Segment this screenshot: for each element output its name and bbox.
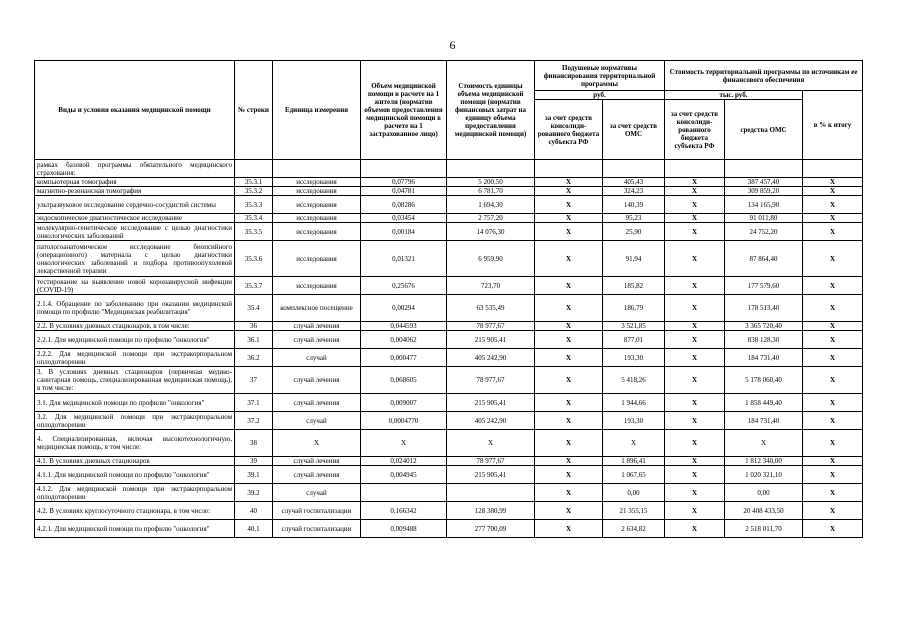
cell-norm-budget: X <box>535 295 603 322</box>
cell-norm-oms: 1 944,66 <box>603 394 665 412</box>
cell-name: 4.2. В условиях круглосуточного стационара, в том числе: <box>35 502 235 520</box>
cell-unit-cost: 63 535,49 <box>447 295 535 322</box>
table-row <box>35 241 863 277</box>
cell-cost-percent: X <box>803 367 863 394</box>
cell-row-number: 35.3.4 <box>235 214 273 223</box>
cell-unit: комплексное посещение <box>273 295 361 322</box>
cell-cost-budget: X <box>665 349 725 367</box>
cell-cost-budget: X <box>665 214 725 223</box>
table-row <box>35 349 863 367</box>
cell-cost-oms: 177 579,60 <box>725 277 803 295</box>
table-row <box>35 160 863 178</box>
cell-name: 4.1.2. Для медицинской помощи при экстракорпоральном оплодотворении <box>35 484 235 502</box>
cell-norm-budget: X <box>535 457 603 466</box>
cell-norm-budget: X <box>535 412 603 430</box>
cell-norm-oms: 140,39 <box>603 196 665 214</box>
header-row-1 <box>35 61 863 91</box>
cell-name: 4.2.1. Для медицинской помощи по профилю "онкология" <box>35 520 235 538</box>
table-row <box>35 466 863 484</box>
cell-norm-oms: X <box>603 430 665 457</box>
cell-cost-percent <box>803 160 863 178</box>
cell-cost-oms: 0,00 <box>725 484 803 502</box>
cell-row-number: 39.1 <box>235 466 273 484</box>
cell-volume: 0,07796 <box>361 178 447 187</box>
cell-cost-oms <box>725 160 803 178</box>
table-row <box>35 502 863 520</box>
cell-row-number <box>235 160 273 178</box>
cell-row-number: 37.1 <box>235 394 273 412</box>
cell-row-number: 35.3.2 <box>235 187 273 196</box>
table-row <box>35 214 863 223</box>
cell-cost-budget: X <box>665 277 725 295</box>
cell-norm-budget <box>535 160 603 178</box>
cell-cost-budget: X <box>665 520 725 538</box>
table-row <box>35 322 863 331</box>
cell-cost-oms: 134 165,90 <box>725 196 803 214</box>
cell-unit: случай лечения <box>273 466 361 484</box>
table-row <box>35 430 863 457</box>
cell-cost-budget: X <box>665 178 725 187</box>
cell-unit: исследования <box>273 178 361 187</box>
cell-volume: 0,024012 <box>361 457 447 466</box>
cell-norm-budget: X <box>535 277 603 295</box>
cell-cost-oms: 387 457,40 <box>725 178 803 187</box>
cell-name: компьютерная томография <box>35 178 235 187</box>
cell-norm-budget: X <box>535 466 603 484</box>
header-unit-rub: руб. <box>535 91 665 100</box>
cell-norm-oms: 5 418,26 <box>603 367 665 394</box>
cell-cost-percent: X <box>803 187 863 196</box>
cell-cost-oms: 838 128,30 <box>725 331 803 349</box>
cell-norm-budget: X <box>535 322 603 331</box>
cell-unit: случай лечения <box>273 394 361 412</box>
header-norm-oms: за счет средств ОМС <box>603 100 665 160</box>
cell-cost-budget: X <box>665 430 725 457</box>
header-per-capita-norms: Подушевые нормативы финансирования территориальной программы <box>535 61 665 91</box>
cell-norm-oms: 2 634,82 <box>603 520 665 538</box>
cell-norm-oms: 21 355,15 <box>603 502 665 520</box>
cell-cost-percent: X <box>803 394 863 412</box>
cell-cost-percent: X <box>803 214 863 223</box>
header-cost-oms: средства ОМС <box>725 100 803 160</box>
header-name: Виды и условия оказания медицинской помощи <box>35 61 235 160</box>
cell-name: 4.1.1. Для медицинской помощи по профилю "онкология" <box>35 466 235 484</box>
cell-unit-cost <box>447 484 535 502</box>
cell-unit: случай <box>273 484 361 502</box>
cell-unit: случай лечения <box>273 457 361 466</box>
cell-unit: исследования <box>273 241 361 277</box>
cell-row-number: 36 <box>235 322 273 331</box>
cell-name: тестирование на выявление новой коронавирусной инфекции (COVID-19) <box>35 277 235 295</box>
cell-name: ультразвуковое исследование сердечно-сосудистой системы <box>35 196 235 214</box>
header-row-number: № строки <box>235 61 273 160</box>
cell-cost-oms: 184 731,40 <box>725 412 803 430</box>
cell-cost-budget: X <box>665 223 725 241</box>
table-row <box>35 520 863 538</box>
cell-cost-budget: X <box>665 196 725 214</box>
cell-unit-cost <box>447 160 535 178</box>
cell-unit-cost: 405 242,90 <box>447 349 535 367</box>
cell-cost-oms: 2 518 011,70 <box>725 520 803 538</box>
cell-cost-percent: X <box>803 277 863 295</box>
cell-unit-cost: 723,70 <box>447 277 535 295</box>
header-norm-budget: за счет средств консолиди-рованного бюджета субъекта РФ <box>535 100 603 160</box>
table-row <box>35 367 863 394</box>
cell-norm-oms: 405,43 <box>603 178 665 187</box>
cell-unit: случай лечения <box>273 367 361 394</box>
cell-unit-cost: 277 700,09 <box>447 520 535 538</box>
cell-cost-oms: 1 020 321,10 <box>725 466 803 484</box>
cell-cost-percent: X <box>803 457 863 466</box>
cell-volume: 0,009488 <box>361 520 447 538</box>
table-row <box>35 223 863 241</box>
cell-name: 4.1. В условиях дневных стационаров <box>35 457 235 466</box>
cell-unit: исследования <box>273 214 361 223</box>
cell-norm-oms: 0,00 <box>603 484 665 502</box>
cell-name: 2.2.1. Для медицинской помощи по профилю "онкология" <box>35 331 235 349</box>
cell-row-number: 38 <box>235 430 273 457</box>
cell-norm-oms: 193,30 <box>603 412 665 430</box>
cell-norm-budget: X <box>535 178 603 187</box>
cell-name: патологоанатомическое исследование биопсийного (операционного) материала с целью диагностики онкологических заболеваний и подбора противоопухолевой лекарственной терапии <box>35 241 235 277</box>
cell-volume: 0,068605 <box>361 367 447 394</box>
cell-volume: 0,08286 <box>361 196 447 214</box>
cell-norm-oms: 1 067,65 <box>603 466 665 484</box>
cell-norm-budget: X <box>535 196 603 214</box>
cell-cost-oms: X <box>725 430 803 457</box>
cell-volume: 0,04781 <box>361 187 447 196</box>
cell-cost-oms: 91 011,80 <box>725 214 803 223</box>
cell-unit-cost: 215 905,41 <box>447 331 535 349</box>
cell-norm-budget: X <box>535 331 603 349</box>
cell-unit-cost: 2 757,20 <box>447 214 535 223</box>
cell-cost-oms: 3 365 720,40 <box>725 322 803 331</box>
cell-cost-oms: 5 178 060,40 <box>725 367 803 394</box>
cell-unit-cost: X <box>447 430 535 457</box>
cell-unit-cost: 128 380,99 <box>447 502 535 520</box>
cell-row-number: 37.2 <box>235 412 273 430</box>
cell-name: 2.2.2. Для медицинской помощи при экстракорпоральном оплодотворении <box>35 349 235 367</box>
cell-volume <box>361 160 447 178</box>
cell-norm-oms <box>603 160 665 178</box>
cell-unit: случай лечения <box>273 322 361 331</box>
cell-cost-budget: X <box>665 412 725 430</box>
cell-name: эндоскопическое диагностическое исследование <box>35 214 235 223</box>
cell-unit: исследования <box>273 277 361 295</box>
cell-row-number: 39 <box>235 457 273 466</box>
cell-cost-oms: 20 408 433,50 <box>725 502 803 520</box>
cell-unit: случай госпитализации <box>273 520 361 538</box>
cell-unit-cost: 215 905,41 <box>447 394 535 412</box>
cell-volume: 0,004945 <box>361 466 447 484</box>
cell-unit: случай <box>273 349 361 367</box>
cell-cost-percent: X <box>803 331 863 349</box>
cell-cost-percent: X <box>803 322 863 331</box>
cell-unit: случай госпитализации <box>273 502 361 520</box>
cell-cost-budget: X <box>665 466 725 484</box>
cell-volume: 0,01321 <box>361 241 447 277</box>
cell-cost-percent: X <box>803 412 863 430</box>
table-row <box>35 277 863 295</box>
cell-unit: случай лечения <box>273 331 361 349</box>
cell-cost-percent: X <box>803 430 863 457</box>
cell-cost-percent: X <box>803 466 863 484</box>
header-unit: Единица измерения <box>273 61 361 160</box>
cell-unit-cost: 78 977,67 <box>447 367 535 394</box>
cell-cost-budget: X <box>665 394 725 412</box>
cell-cost-percent: X <box>803 349 863 367</box>
cell-norm-oms: 25,90 <box>603 223 665 241</box>
cell-unit <box>273 160 361 178</box>
cell-name: 4. Специализированная, включая высокотехнологичную, медицинская помощь, в том числе: <box>35 430 235 457</box>
cell-name: молекулярно-генетическое исследование с целью диагностики онкологических заболеваний <box>35 223 235 241</box>
cell-volume: 0,044593 <box>361 322 447 331</box>
cell-cost-percent: X <box>803 223 863 241</box>
header-unit-cost: Стоимость единицы объема медицинской помощи (норматив финансовых затрат на единицу объема предоставления медицинской помощи) <box>447 61 535 160</box>
cell-cost-percent: X <box>803 484 863 502</box>
cell-cost-oms: 184 731,40 <box>725 349 803 367</box>
cell-unit-cost: 78 977,67 <box>447 457 535 466</box>
header-unit-thousand-rub: тыс. руб. <box>665 91 803 100</box>
cell-unit-cost: 14 076,30 <box>447 223 535 241</box>
cell-norm-oms: 1 896,41 <box>603 457 665 466</box>
cell-cost-oms: 87 864,40 <box>725 241 803 277</box>
table-row <box>35 187 863 196</box>
cell-cost-budget <box>665 160 725 178</box>
cell-name: 3.1. Для медицинской помощи по профилю "онкология" <box>35 394 235 412</box>
cell-norm-oms: 3 521,85 <box>603 322 665 331</box>
cell-volume: 0,00184 <box>361 223 447 241</box>
cell-norm-oms: 185,82 <box>603 277 665 295</box>
table-body <box>35 160 863 538</box>
cell-cost-budget: X <box>665 241 725 277</box>
cell-row-number: 35.4 <box>235 295 273 322</box>
cell-cost-percent: X <box>803 502 863 520</box>
cell-norm-budget: X <box>535 394 603 412</box>
cell-volume: 0,03454 <box>361 214 447 223</box>
cell-norm-budget: X <box>535 367 603 394</box>
cell-row-number: 40 <box>235 502 273 520</box>
cell-cost-budget: X <box>665 502 725 520</box>
cell-row-number: 39.2 <box>235 484 273 502</box>
cell-name: 3. В условиях дневных стационаров (первичная медико-санитарная помощь, специализированная медицинская помощь), в том числе: <box>35 367 235 394</box>
cell-volume <box>361 484 447 502</box>
cell-unit: случай <box>273 412 361 430</box>
cell-row-number: 35.3.3 <box>235 196 273 214</box>
cell-volume: 0,00294 <box>361 295 447 322</box>
cell-row-number: 35.3.6 <box>235 241 273 277</box>
cell-cost-budget: X <box>665 331 725 349</box>
cell-unit-cost: 6 781,70 <box>447 187 535 196</box>
cell-row-number: 35.3.1 <box>235 178 273 187</box>
cell-row-number: 35.3.7 <box>235 277 273 295</box>
cell-row-number: 36.1 <box>235 331 273 349</box>
cell-cost-percent: X <box>803 241 863 277</box>
cell-norm-budget: X <box>535 187 603 196</box>
cell-cost-oms: 1 812 340,00 <box>725 457 803 466</box>
cell-norm-budget: X <box>535 241 603 277</box>
table-row <box>35 295 863 322</box>
cell-name: магнитно-резонансная томография <box>35 187 235 196</box>
cell-norm-oms: 324,23 <box>603 187 665 196</box>
cell-cost-budget: X <box>665 367 725 394</box>
cell-norm-budget: X <box>535 484 603 502</box>
cell-norm-oms: 95,23 <box>603 214 665 223</box>
cell-name: рамках базовой программы обязательного медицинского страхования: <box>35 160 235 178</box>
table-row <box>35 178 863 187</box>
cell-cost-percent: X <box>803 295 863 322</box>
cell-row-number: 36.2 <box>235 349 273 367</box>
cell-norm-oms: 91,94 <box>603 241 665 277</box>
cell-unit-cost: 215 905,41 <box>447 466 535 484</box>
cell-cost-budget: X <box>665 484 725 502</box>
table-row <box>35 484 863 502</box>
cell-volume: 0,004062 <box>361 331 447 349</box>
page-number: 6 <box>449 38 456 52</box>
cell-volume: X <box>361 430 447 457</box>
cell-unit: исследования <box>273 196 361 214</box>
cell-unit: исследования <box>273 187 361 196</box>
header-program-cost: Стоимость территориальной программы по источникам ее финансового обеспечения <box>665 61 863 91</box>
cell-name: 2.2. В условиях дневных стационаров, в том числе: <box>35 322 235 331</box>
cell-cost-budget: X <box>665 187 725 196</box>
cell-row-number: 35.3.5 <box>235 223 273 241</box>
cell-unit-cost: 78 977,67 <box>447 322 535 331</box>
cell-norm-budget: X <box>535 349 603 367</box>
cell-norm-oms: 193,30 <box>603 349 665 367</box>
program-cost-table <box>34 60 863 538</box>
cell-norm-budget: X <box>535 520 603 538</box>
cell-cost-percent: X <box>803 178 863 187</box>
cell-cost-oms: 309 859,20 <box>725 187 803 196</box>
cell-cost-budget: X <box>665 295 725 322</box>
cell-unit-cost: 405 242,90 <box>447 412 535 430</box>
cell-unit: исследования <box>273 223 361 241</box>
cell-norm-budget: X <box>535 214 603 223</box>
header-cost-budget: за счет средств консолиди-рованного бюджета субъекта РФ <box>665 100 725 160</box>
cell-volume: 0,0004770 <box>361 412 447 430</box>
cell-cost-oms: 178 513,40 <box>725 295 803 322</box>
cell-cost-percent: X <box>803 520 863 538</box>
cell-unit-cost: 1 694,30 <box>447 196 535 214</box>
cell-unit: X <box>273 430 361 457</box>
cell-cost-budget: X <box>665 457 725 466</box>
cell-row-number: 37 <box>235 367 273 394</box>
cell-norm-oms: 186,79 <box>603 295 665 322</box>
cell-volume: 0,009007 <box>361 394 447 412</box>
cell-cost-budget: X <box>665 322 725 331</box>
cell-norm-budget: X <box>535 223 603 241</box>
cell-cost-percent: X <box>803 196 863 214</box>
cell-cost-oms: 1 858 449,40 <box>725 394 803 412</box>
cell-unit-cost: 5 200,50 <box>447 178 535 187</box>
cell-norm-budget: X <box>535 502 603 520</box>
cell-unit-cost: 6 959,90 <box>447 241 535 277</box>
table-row <box>35 331 863 349</box>
cell-cost-oms: 24 752,20 <box>725 223 803 241</box>
table-row <box>35 196 863 214</box>
table-row <box>35 412 863 430</box>
cell-volume: 0,000477 <box>361 349 447 367</box>
cell-row-number: 40.1 <box>235 520 273 538</box>
table-row <box>35 457 863 466</box>
cell-name: 3.2. Для медицинской помощи при экстракорпоральном оплодотворении <box>35 412 235 430</box>
header-volume: Объем медицинской помощи в расчете на 1 жителя (норматив объемов предоставления медицинской помощи в расчете на 1 застрахованное лицо) <box>361 61 447 160</box>
cell-norm-budget: X <box>535 430 603 457</box>
table-row <box>35 394 863 412</box>
cell-norm-oms: 877,01 <box>603 331 665 349</box>
cell-name: 2.1.4. Обращение по заболеванию при оказании медицинской помощи по профилю "Медицинская реабилитация" <box>35 295 235 322</box>
header-cost-percent: в % к итогу <box>803 91 863 160</box>
cell-volume: 0,25676 <box>361 277 447 295</box>
cell-volume: 0,166342 <box>361 502 447 520</box>
